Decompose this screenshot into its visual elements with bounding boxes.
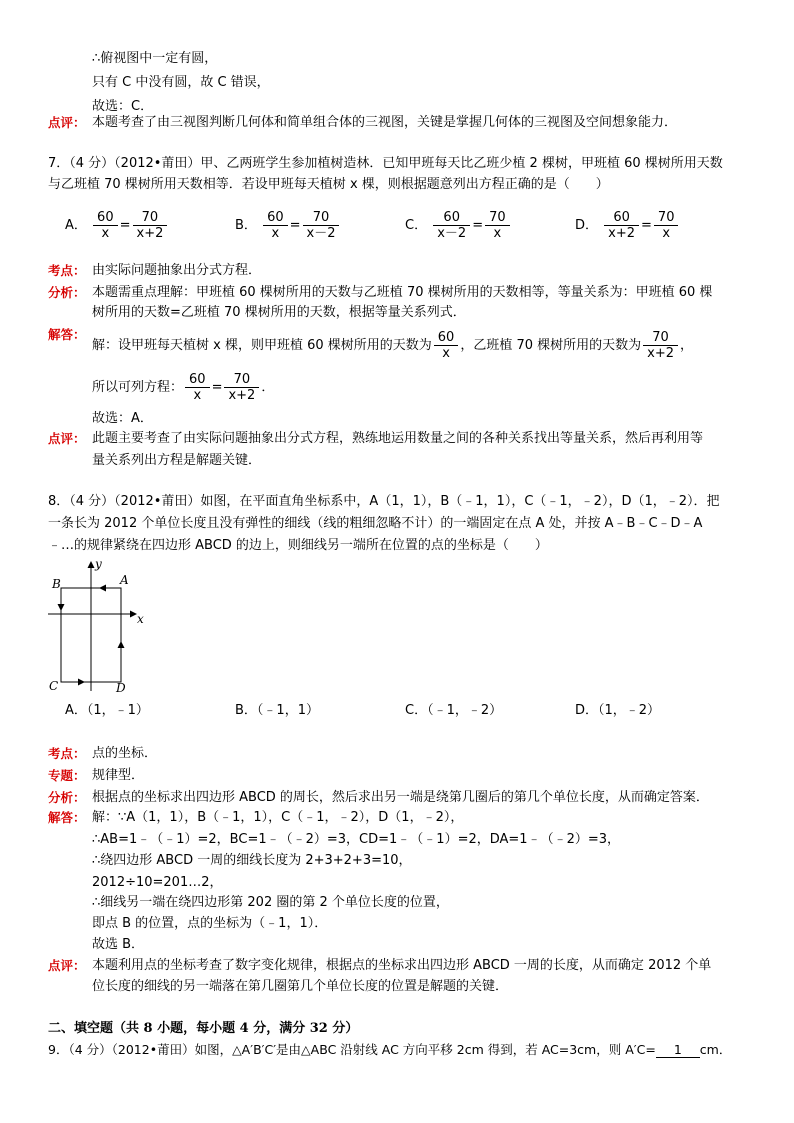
numerator: 60 — [263, 210, 288, 226]
answer-blank: 1 — [656, 1042, 700, 1058]
text-segment: ，乙班植 70 棵树所用的天数为 — [460, 338, 642, 353]
numerator: 60 — [434, 330, 459, 346]
denominator: x+2 — [608, 226, 636, 241]
q6-dianping: 本题考查了由三视图判断几何体和简单组合体的三视图，关键是掌握几何体的三视图及空间想象能力． — [92, 115, 678, 130]
label-b: B — [52, 577, 61, 591]
q8-answer: 故选 B． — [92, 937, 145, 952]
option-letter: D． — [575, 218, 599, 233]
numerator: 70 — [643, 330, 678, 346]
q8-zhuanti: 规律型． — [92, 768, 145, 783]
denominator: x－2 — [437, 226, 467, 241]
fraction — [263, 210, 288, 241]
q7-dianping: 此题主要考查了由实际问题抽象出分式方程，熟练地运用数量之间的各种关系找出等量关系，然后再利用等 — [92, 431, 704, 446]
section-title: 二、填空题（共 8 小题，每小题 4 分，满分 32 分） — [48, 1021, 359, 1036]
numerator: 60 — [433, 210, 470, 226]
denominator: x+2 — [228, 388, 256, 403]
numerator: 60 — [185, 372, 210, 388]
denominator: x — [101, 226, 110, 241]
numerator: 60 — [93, 210, 118, 226]
fraction — [485, 210, 510, 241]
fraction — [133, 210, 168, 241]
q7-option-b: B． $\frac{60}{x}$ = $\frac{70}{x-2}$ — [235, 210, 341, 241]
q7-fenxi: 本题需重点理解：甲班植 60 棵树所用的天数与乙班植 70 棵树所用的天数相等，等量关系为：甲班植 60 棵 — [92, 285, 713, 300]
text-segment: ． — [261, 380, 275, 395]
text-line: ∴俯视图中一定有圆， — [92, 51, 218, 66]
denominator: x — [193, 388, 202, 403]
fraction — [604, 210, 639, 241]
label-jieda: 解答： — [48, 810, 86, 825]
q8-stem: 8．（4 分）（2012•莆田）如图，在平面直角坐标系中，A（1，1），B（﹣1，1），C（﹣1，﹣2），D（1，﹣2）．把 — [48, 494, 720, 509]
q8-jieda: 即点 B 的位置，点的坐标为（﹣1，1）． — [92, 916, 328, 931]
label-kaodian: 考点： — [48, 263, 86, 278]
denominator: x+2 — [136, 226, 164, 241]
q8-jieda: 2012÷10=201…2， — [92, 875, 223, 890]
q7-jieda — [92, 330, 693, 361]
q8-option-d: D．（1，﹣2） — [575, 703, 661, 718]
label-fenxi: 分析： — [48, 285, 86, 300]
fraction — [303, 210, 340, 241]
label-dianping: 点评： — [48, 431, 86, 446]
q8-jieda: ∴细线另一端在绕四边形第 202 圈的第 2 个单位长度的位置， — [92, 895, 449, 910]
q7-stem: 7．（4 分）（2012•莆田）甲、乙两班学生参加植树造林．已知甲班每天比乙班少植 2 棵树，甲班植 60 棵树所用天数 — [48, 156, 723, 171]
q9-stem — [48, 1041, 731, 1059]
fraction — [654, 210, 679, 241]
option-letter: B． — [235, 218, 257, 233]
coordinate-figure — [44, 558, 156, 698]
label-dianping: 点评： — [48, 115, 86, 130]
fraction — [93, 210, 118, 241]
q7-dianping: 量关系列出方程是解题关键． — [92, 453, 262, 468]
numerator: 60 — [604, 210, 639, 226]
text-segment: 解：设甲班每天植树 x 棵，则甲班植 60 棵树所用的天数为 — [92, 338, 432, 353]
denominator: x — [493, 226, 502, 241]
label-a: A — [120, 573, 129, 587]
q8-dianping: 位长度的细线的另一端落在第几圈第几个单位长度的位置是解题的关键． — [92, 979, 509, 994]
q8-option-a: A．（1，﹣1） — [65, 703, 149, 718]
option-letter: C． — [405, 218, 428, 233]
text-segment: cm． — [699, 1042, 732, 1057]
fraction — [433, 210, 470, 241]
label-jieda: 解答： — [48, 327, 86, 342]
q8-fenxi: 根据点的坐标求出四边形 ABCD 的周长，然后求出另一端是绕第几圈后的第几个单位长度，从而确定答案． — [92, 790, 709, 805]
numerator: 70 — [224, 372, 259, 388]
label-d: D — [116, 681, 126, 695]
q7-stem: 与乙班植 70 棵树所用天数相等．若设甲班每天植树 x 棵，则根据题意列出方程正确的是（ ） — [48, 177, 609, 192]
q8-stem: 一条长为 2012 个单位长度且没有弹性的细线（线的粗细忽略不计）的一端固定在点 A 处，并按 A﹣B﹣C﹣D﹣A — [48, 516, 703, 531]
numerator: 70 — [485, 210, 510, 226]
q8-jieda: 解：∵A（1，1），B（﹣1，1），C（﹣1，﹣2），D（1，﹣2）， — [92, 810, 464, 825]
text-line: 只有 C 中没有圆，故 C 错误， — [92, 75, 270, 90]
denominator: x+2 — [647, 346, 674, 361]
text-segment: 9．（4 分）（2012•莆田）如图，△A′B′C′是由△ABC 沿射线 AC 方向平移 2cm 得到，若 AC=3cm，则 A′C= — [48, 1042, 656, 1057]
q7-option-a: A． $\frac{60}{x}$ = $\frac{70}{x+2}$ — [65, 210, 169, 241]
text-segment: 所以可列方程： — [92, 380, 184, 395]
q8-stem: ﹣…的规律紧绕在四边形 ABCD 的边上，则细线另一端所在位置的点的坐标是（ ） — [48, 538, 548, 553]
q7-option-c: C． $\frac{60}{x-2}$ = $\frac{70}{x}$ — [405, 210, 512, 241]
fraction — [643, 330, 678, 361]
label-x: x — [137, 612, 144, 626]
q8-kaodian: 点的坐标． — [92, 746, 158, 761]
label-y: y — [95, 558, 102, 571]
label-zhuanti: 专题： — [48, 768, 86, 783]
denominator: x — [662, 226, 671, 241]
numerator: 70 — [133, 210, 168, 226]
numerator: 70 — [303, 210, 340, 226]
denominator: x — [442, 346, 450, 361]
fraction — [434, 330, 459, 361]
numerator: 70 — [654, 210, 679, 226]
label-dianping: 点评： — [48, 958, 86, 973]
text-segment: ， — [679, 338, 693, 353]
q7-option-d: D． $\frac{60}{x+2}$ = $\frac{70}{x}$ — [575, 210, 680, 241]
label-fenxi: 分析： — [48, 790, 86, 805]
q8-jieda: ∴绕四边形 ABCD 一周的细线长度为 2+3+2+3=10， — [92, 853, 412, 868]
label-kaodian: 考点： — [48, 746, 86, 761]
q8-dianping: 本题利用点的坐标考查了数字变化规律，根据点的坐标求出四边形 ABCD 一周的长度，从而确定 2012 个单 — [92, 958, 712, 973]
option-letter: A． — [65, 218, 87, 233]
q8-option-c: C．（﹣1，﹣2） — [405, 703, 503, 718]
denominator: x－2 — [306, 226, 336, 241]
denominator: x — [271, 226, 280, 241]
label-c: C — [49, 679, 59, 693]
q8-jieda: ∴AB=1﹣（﹣1）=2，BC=1﹣（﹣2）=3，CD=1﹣（﹣1）=2，DA=1﹣（﹣2）=3， — [92, 832, 621, 847]
q7-answer: 故选：A． — [92, 411, 153, 426]
q7-fenxi: 树所用的天数=乙班植 70 棵树所用的天数，根据等量关系列式． — [92, 305, 466, 320]
q7-equation: 所以可列方程： $\frac{60}{x}$ = $\frac{70}{x+2}$ ． — [92, 372, 275, 403]
fraction — [224, 372, 259, 403]
q8-option-b: B．（﹣1，1） — [235, 703, 319, 718]
fraction — [185, 372, 210, 403]
text-line: 故选：C． — [92, 99, 154, 114]
q7-kaodian: 由实际问题抽象出分式方程． — [92, 263, 262, 278]
